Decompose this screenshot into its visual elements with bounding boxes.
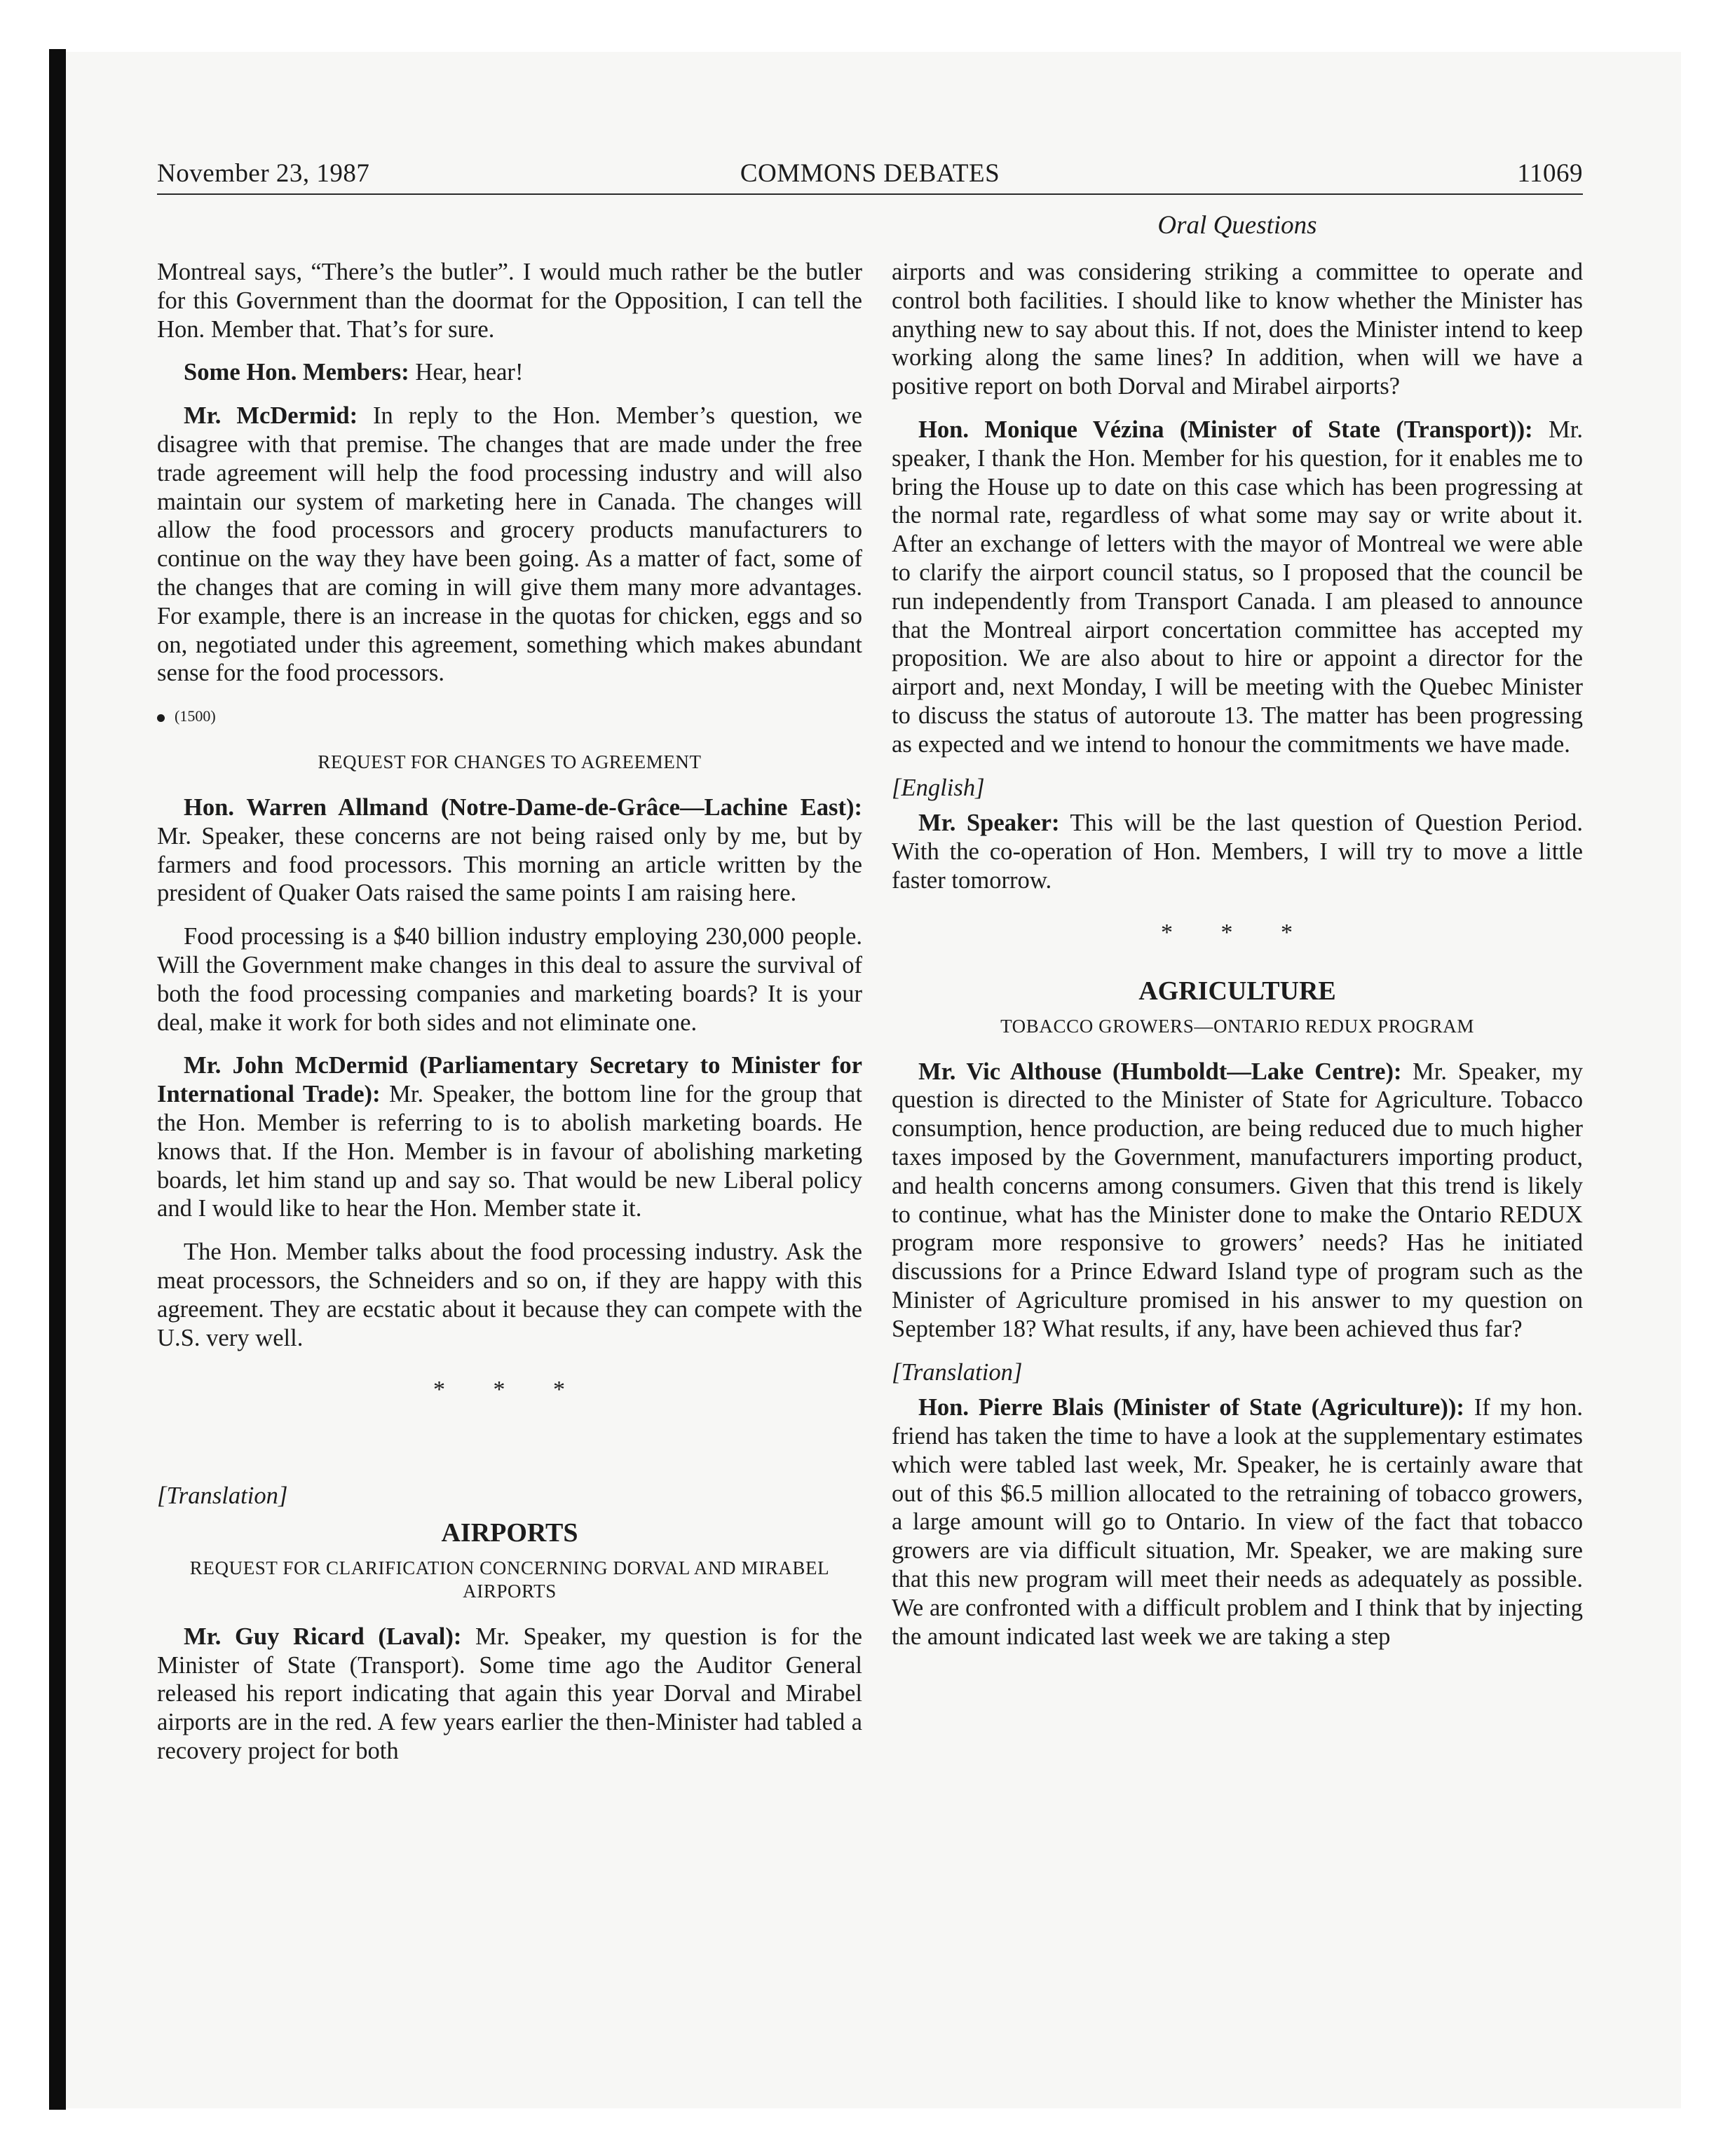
left-column (157, 258, 862, 1780)
paragraph (157, 1051, 862, 1223)
paragraph: airports and was considering striking a committee to operate and control both facilities. I should like to know whether the Minister has anything new to say about this. If not, does the Minister intend to keep working along the same lines? In addition, when will we have a positive report on both Dorval and Mirabel airports? (892, 259, 1583, 400)
section-separator: * * * (433, 1377, 586, 1403)
header-publication: COMMONS DEBATES (740, 159, 1000, 188)
paragraph (157, 358, 862, 387)
language-tag: [Translation] (157, 1482, 288, 1510)
paragraph: Food processing is a $40 billion industry employing 230,000 people. Will the Government make changes in this deal to assure the survival of both the food processing companies and marketing boards? It is your deal, make it work for both sides and not eliminate one. (157, 923, 862, 1036)
header-page-number: 11069 (1517, 159, 1583, 188)
timestamp-text: (1500) (175, 707, 216, 725)
language-tag: [English] (892, 774, 985, 801)
paragraph (157, 1623, 862, 1766)
speech-text: Mr. Speaker, my question is directed to the Minister of State for Agriculture. Tobacco consumption, hence production, are being reduced due to much higher taxes imposed by the Government, manufacturers importing product, and health concerns among consumers. Given that this trend is likely to continue, what has the Minister done to make the Ontario REDUX program more responsive to growers’ needs? Has he initiated discussions for a Prince Edward Island type of program such as the Minister of Agriculture promised in his answer to my question on September 18? What results, if any, have been achieved thus far? (892, 1058, 1583, 1342)
speaker-name: Hon. Monique Vézina (Minister of State (Transport)): (918, 416, 1533, 443)
speaker-name: Mr. Guy Ricard (Laval): (184, 1623, 462, 1650)
paragraph (157, 793, 862, 908)
speaker-name: Mr. John McDermid (Parliamentary Secretary to Minister for International Trade): (157, 1052, 862, 1108)
speech-text: If my hon. friend has taken the time to have a look at the supplementary estimates which were tabled last week, Mr. Speaker, he is certainly aware that out of this $6.5 million allocated to the retraining of tobacco growers, a large amount will go to Ontario. In view of the fact that tobacco growers are via difficult situation, Mr. Speaker, we are making sure that this new program will meet their needs as adequately as possible. We are confronted with a difficult problem and I think that by injecting the amount indicated last week we are taking a step (892, 1394, 1583, 1650)
scan-edge (49, 49, 66, 2110)
paragraph: Montreal says, “There’s the butler”. I would much rather be the butler for this Government than the doormat for the Opposition, I can tell the Hon. Member that. That’s for sure. (157, 259, 862, 343)
paragraph: The Hon. Member talks about the food processing industry. Ask the meat processors, the Schneiders and so on, if they are happy with this agreement. They are ecstatic about it because they can compete with the U.S. very well. (157, 1239, 862, 1351)
subheading: REQUEST FOR CLARIFICATION CONCERNING DORVAL AND MIRABEL AIRPORTS (189, 1557, 830, 1602)
paragraph (157, 402, 862, 688)
section-heading: AIRPORTS (441, 1517, 578, 1548)
speech-text: Mr. Speaker, the bottom line for the group that the Hon. Member is referring to is to abolish marketing boards. He knows that. If the Hon. Member is in favour of abolishing marketing boards, let him stand up and say so. That would be new Liberal policy and I would like to hear the Hon. Member state it. (157, 1081, 863, 1222)
speech-text: Mr. speaker, I thank the Hon. Member for his question, for it enables me to bring the House up to date on this case which has been progressing at the normal rate, regardless of what some may say or write about it. After an exchange of letters with the mayor of Montreal we were able to clarify the airport council status, so I proposed that the council be run independently from Transport Canada. I am pleased to announce that the Montreal airport concertation committee has accepted my proposition. We are also about to hire or appoint a director for the airport and, next Monday, I will be meeting with the Quebec Minister to discuss the status of autoroute 13. The matter has been progressing as expected and we intend to honour the commitments we have made. (892, 416, 1583, 758)
speaker-name: Mr. Vic Althouse (Humboldt—Lake Centre): (918, 1058, 1402, 1085)
spacer (157, 1433, 862, 1482)
subheading: TOBACCO GROWERS—ONTARIO REDUX PROGRAM (1000, 1015, 1474, 1037)
section-separator: * * * (1161, 919, 1314, 946)
header-rule (157, 193, 1583, 195)
header-date: November 23, 1987 (157, 159, 370, 188)
paragraph (892, 416, 1583, 759)
speech-text: This will be the last question of Question Period. With the co-operation of Hon. Members, I will try to move a little faster tomorrow. (892, 810, 1583, 894)
timestamp (157, 702, 862, 731)
speech-text: Mr. Speaker, these concerns are not being raised only by me, but by farmers and food processors. This morning an article written by the president of Quaker Oats raised the same points I am raising here. (157, 822, 862, 907)
speech-text: In reply to the Hon. Member’s question, we disagree with that premise. The changes that are made under the free trade agreement will help the food processing industry and will also maintain our system of marketing here in Canada. The changes will allow the food processors and grocery products manufacturers to continue on the way they have been going. As a matter of fact, some of the changes that are coming in will give them many more advantages. For example, there is an increase in the quotas for chicken, eggs and so on, negotiated under this agreement, something which makes abundant sense for the food processors. (157, 402, 862, 687)
bullet-icon (157, 714, 165, 722)
right-column (892, 258, 1583, 1665)
paragraph (892, 1058, 1583, 1344)
speaker-name: Hon. Warren Allmand (Notre-Dame-de-Grâce—Lachine East): (184, 793, 862, 821)
running-head (157, 158, 1583, 195)
speaker-name: Mr. Speaker: (918, 810, 1060, 837)
section-label: Oral Questions (1157, 211, 1317, 240)
speech-text: Mr. Speaker, my question is for the Minister of State (Transport). Some time ago the Auditor General released his report indicating that again this year Dorval and Mirabel airports are in the red. A few years earlier the then-Minister had tabled a recovery project for both (157, 1623, 862, 1765)
paragraph (892, 809, 1583, 894)
speaker-name: Mr. McDermid: (184, 402, 358, 430)
speech-text: Hear, hear! (409, 359, 524, 386)
section-heading: AGRICULTURE (1138, 976, 1336, 1006)
speaker-name: Hon. Pierre Blais (Minister of State (Agriculture)): (918, 1394, 1464, 1421)
paragraph (892, 1393, 1583, 1651)
subheading: REQUEST FOR CHANGES TO AGREEMENT (318, 751, 702, 772)
language-tag: [Translation] (892, 1358, 1023, 1386)
speaker-name: Some Hon. Members: (184, 359, 409, 386)
